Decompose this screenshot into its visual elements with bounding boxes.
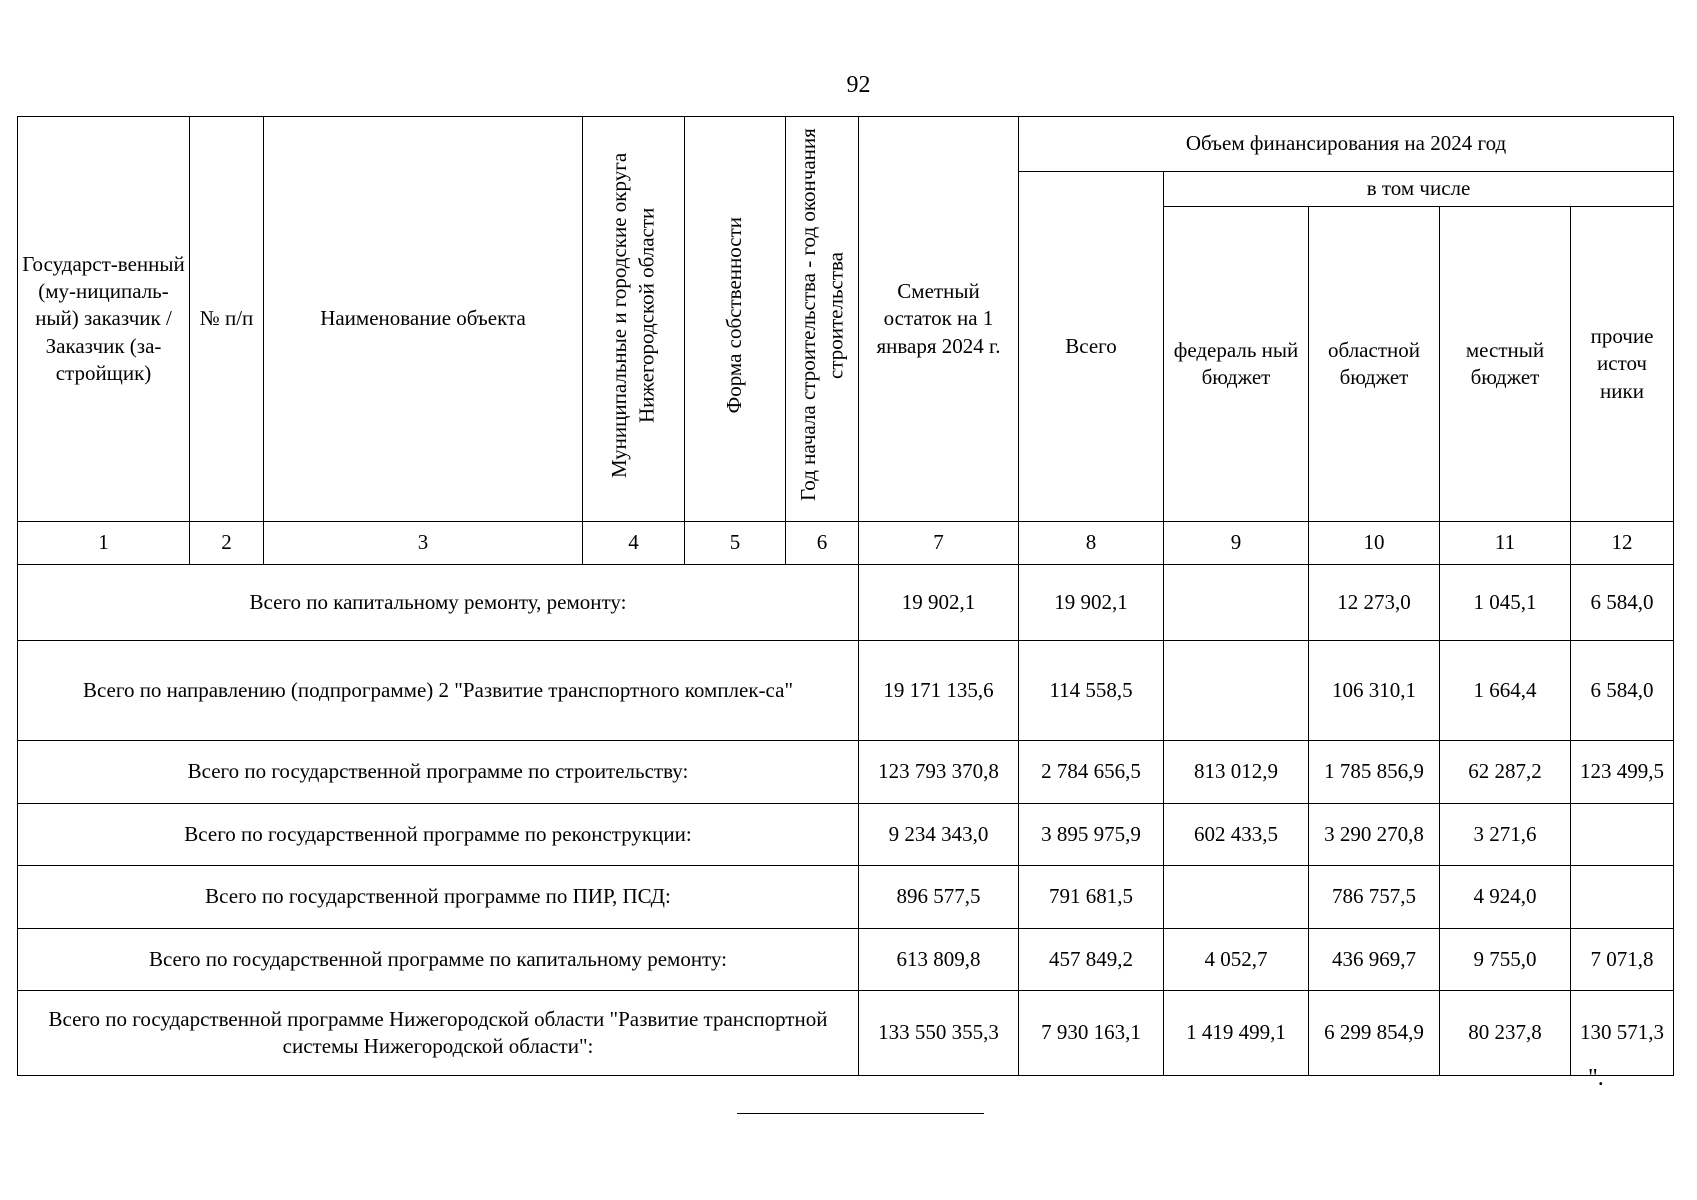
financing-table [17,116,1674,1076]
cell-other [1571,804,1674,866]
column-number: 11 [1440,522,1571,565]
table-row [18,929,1674,991]
header-construction-years-text: Год начала строительства - год окончания строительства [795,128,847,502]
column-number: 6 [786,522,859,565]
cell-estimated-balance: 613 809,8 [859,929,1019,991]
cell-federal: 1 419 499,1 [1164,991,1309,1076]
column-number-row [18,522,1674,565]
cell-regional: 106 310,1 [1309,641,1440,741]
cell-other: 130 571,3 [1571,991,1674,1076]
cell-federal: 602 433,5 [1164,804,1309,866]
table-row [18,866,1674,929]
header-ownership-text: Форма собственности [722,217,747,414]
column-number: 5 [685,522,786,565]
table-row [18,804,1674,866]
column-number: 12 [1571,522,1674,565]
footer-divider [737,1113,984,1114]
header-ownership [685,117,786,522]
cell-total: 457 849,2 [1019,929,1164,991]
column-number: 3 [264,522,583,565]
header-construction-years [786,117,859,522]
cell-regional: 3 290 270,8 [1309,804,1440,866]
column-number: 10 [1309,522,1440,565]
cell-federal [1164,641,1309,741]
cell-estimated-balance: 123 793 370,8 [859,741,1019,804]
header-regional-budget: областной бюджет [1309,207,1440,522]
cell-total: 7 930 163,1 [1019,991,1164,1076]
cell-total: 2 784 656,5 [1019,741,1164,804]
cell-estimated-balance: 19 171 135,6 [859,641,1019,741]
cell-other: 6 584,0 [1571,641,1674,741]
cell-other [1571,866,1674,929]
column-number: 7 [859,522,1019,565]
row-label: Всего по государственной программе по реконструкции: [18,804,859,866]
row-label: Всего по государственной программе по строительству: [18,741,859,804]
column-number: 8 [1019,522,1164,565]
row-label: Всего по капитальному ремонту, ремонту: [18,565,859,641]
cell-estimated-balance: 133 550 355,3 [859,991,1019,1076]
cell-federal: 813 012,9 [1164,741,1309,804]
header-number: № п/п [190,117,264,522]
closing-quote-mark: ". [1588,1065,1604,1091]
cell-regional: 786 757,5 [1309,866,1440,929]
cell-estimated-balance: 896 577,5 [859,866,1019,929]
header-other-sources: прочие источ ники [1571,207,1674,522]
row-label: Всего по государственной программе по капитальному ремонту: [18,929,859,991]
header-customer: Государст-венный (му-ниципаль-ный) заказчик / Заказчик (за-стройщик) [18,117,190,522]
cell-estimated-balance: 19 902,1 [859,565,1019,641]
cell-federal [1164,565,1309,641]
cell-local: 80 237,8 [1440,991,1571,1076]
column-number: 1 [18,522,190,565]
cell-local: 9 755,0 [1440,929,1571,991]
cell-total: 114 558,5 [1019,641,1164,741]
column-number: 4 [583,522,685,565]
table-row [18,741,1674,804]
cell-other: 7 071,8 [1571,929,1674,991]
table-row [18,565,1674,641]
header-row-top [18,117,1674,172]
cell-total: 3 895 975,9 [1019,804,1164,866]
cell-total: 791 681,5 [1019,866,1164,929]
cell-local: 4 924,0 [1440,866,1571,929]
table-row [18,991,1674,1076]
header-object-name: Наименование объекта [264,117,583,522]
cell-other: 6 584,0 [1571,565,1674,641]
cell-regional: 436 969,7 [1309,929,1440,991]
row-label: Всего по направлению (подпрограмме) 2 "Развитие транспортного комплек-са" [18,641,859,741]
cell-local: 3 271,6 [1440,804,1571,866]
cell-other: 123 499,5 [1571,741,1674,804]
header-municipalities [583,117,685,522]
cell-federal: 4 052,7 [1164,929,1309,991]
column-number: 9 [1164,522,1309,565]
header-total: Всего [1019,172,1164,522]
cell-local: 1 045,1 [1440,565,1571,641]
cell-regional: 1 785 856,9 [1309,741,1440,804]
page-number: 92 [846,72,871,98]
header-including-group: в том числе [1164,172,1674,207]
header-municipalities-text: Муниципальные и городские округа Нижегородской области [607,152,659,478]
row-label: Всего по государственной программе по ПИР, ПСД: [18,866,859,929]
header-estimated-balance: Сметный остаток на 1 января 2024 г. [859,117,1019,522]
column-number: 2 [190,522,264,565]
cell-regional: 12 273,0 [1309,565,1440,641]
row-label: Всего по государственной программе Нижегородской области "Развитие транспортной системы Нижегородской области": [18,991,859,1076]
header-federal-budget: федераль ный бюджет [1164,207,1309,522]
header-local-budget: местный бюджет [1440,207,1571,522]
cell-local: 62 287,2 [1440,741,1571,804]
header-funding-group: Объем финансирования на 2024 год [1019,117,1674,172]
cell-federal [1164,866,1309,929]
table-row [18,641,1674,741]
cell-local: 1 664,4 [1440,641,1571,741]
cell-estimated-balance: 9 234 343,0 [859,804,1019,866]
cell-regional: 6 299 854,9 [1309,991,1440,1076]
cell-total: 19 902,1 [1019,565,1164,641]
